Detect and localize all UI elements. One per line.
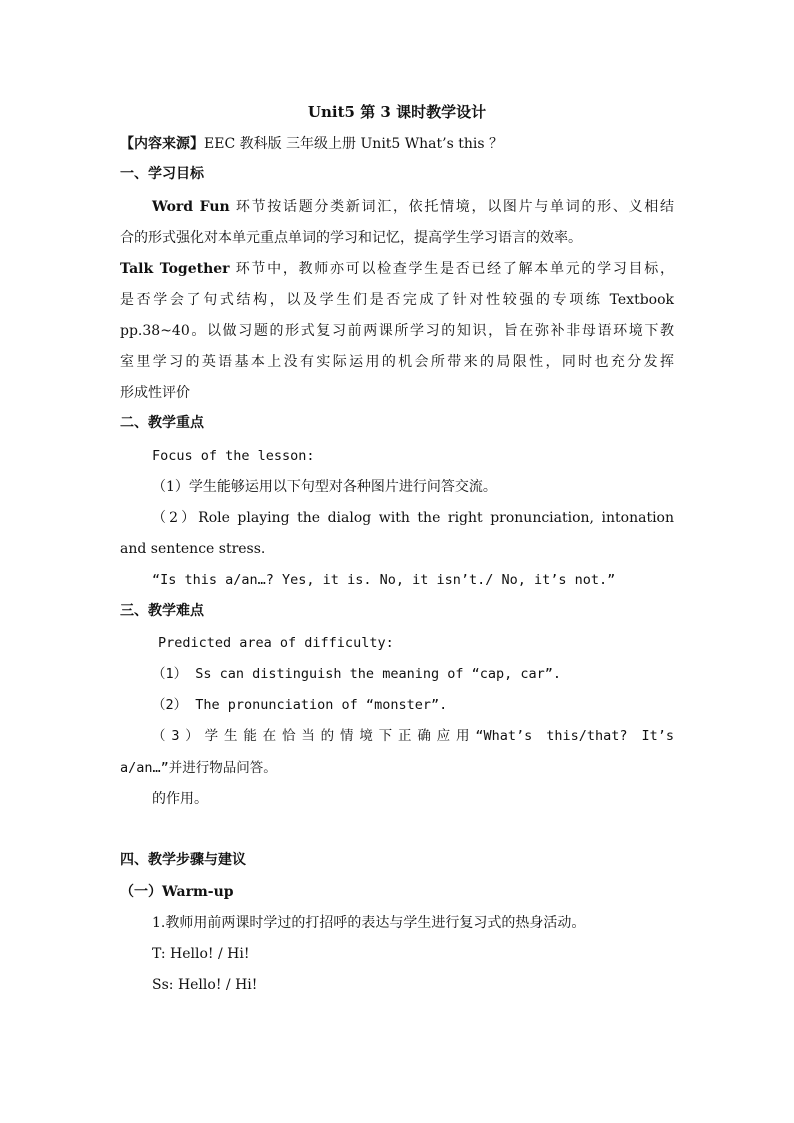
difficulty-item: （2） The pronunciation of “monster”. (152, 697, 448, 713)
paragraph-line: Talk Together 环节中，教师亦可以检查学生是否已经了解本单元的学习目标， (120, 261, 674, 277)
section3-heading: 三、教学难点 (120, 603, 204, 619)
content-source-label: 【内容来源】 (120, 136, 204, 152)
difficulty-item: （3）学生能在恰当的情境下正确应用“What’s this/that? It’s (152, 728, 674, 744)
difficulty-item: （1） Ss can distinguish the meaning of “cap, car”. (152, 666, 562, 682)
subsection-heading: （一）Warm-up (120, 884, 234, 900)
dialog-line: T: Hello! / Hi! (152, 946, 250, 962)
paragraph-line: Word Fun 环节按话题分类新词汇，依托情境，以图片与单词的形、义相结 (152, 199, 674, 215)
section2-heading: 二、教学重点 (120, 415, 204, 431)
word-fun-label: Word Fun (152, 199, 230, 215)
paragraph-line: 室里学习的英语基本上没有实际运用的机会所带来的局限性，同时也充分发挥 (120, 354, 674, 370)
dialog-line: Ss: Hello! / Hi! (152, 977, 258, 993)
step-text: 1.教师用前两课时学过的打招呼的表达与学生进行复习式的热身活动。 (152, 915, 586, 931)
section4-heading: 四、教学步骤与建议 (120, 852, 246, 868)
focus-label: Focus of the lesson: (152, 448, 315, 464)
content-source (120, 135, 503, 153)
paragraph-line: 的作用。 (152, 791, 208, 807)
difficulty-label: Predicted area of difficulty: (158, 635, 394, 651)
paragraph-line: 形成性评价 (120, 385, 190, 401)
paragraph-line: 合的形式强化对本单元重点单词的学习和记忆，提高学生学习语言的效率。 (120, 230, 582, 246)
target-sentence: “Is this a/an…? Yes, it is. No, it isn’t./ No, it’s not.” (152, 572, 616, 588)
focus-item: and sentence stress. (120, 541, 266, 557)
focus-item: （2）Role playing the dialog with the right pronunciation, intonation (152, 510, 674, 526)
talk-together-label: Talk Together (120, 261, 230, 277)
content-source-text: EEC 教科版 三年级上册 Unit5 What’s this ？ (204, 136, 503, 152)
difficulty-item: a/an…”并进行物品问答。 (120, 760, 277, 776)
section1-heading: 一、学习目标 (120, 166, 204, 182)
paragraph-line: pp.38~40。以做习题的形式复习前两课所学习的知识，旨在弥补非母语环境下教 (120, 323, 674, 339)
focus-item: （1）学生能够运用以下句型对各种图片进行问答交流。 (152, 479, 497, 495)
page-title: Unit5 第 3 课时教学设计 (307, 103, 487, 121)
paragraph-line: 是否学会了句式结构，以及学生们是否完成了针对性较强的专项练 Textbook (120, 292, 674, 308)
